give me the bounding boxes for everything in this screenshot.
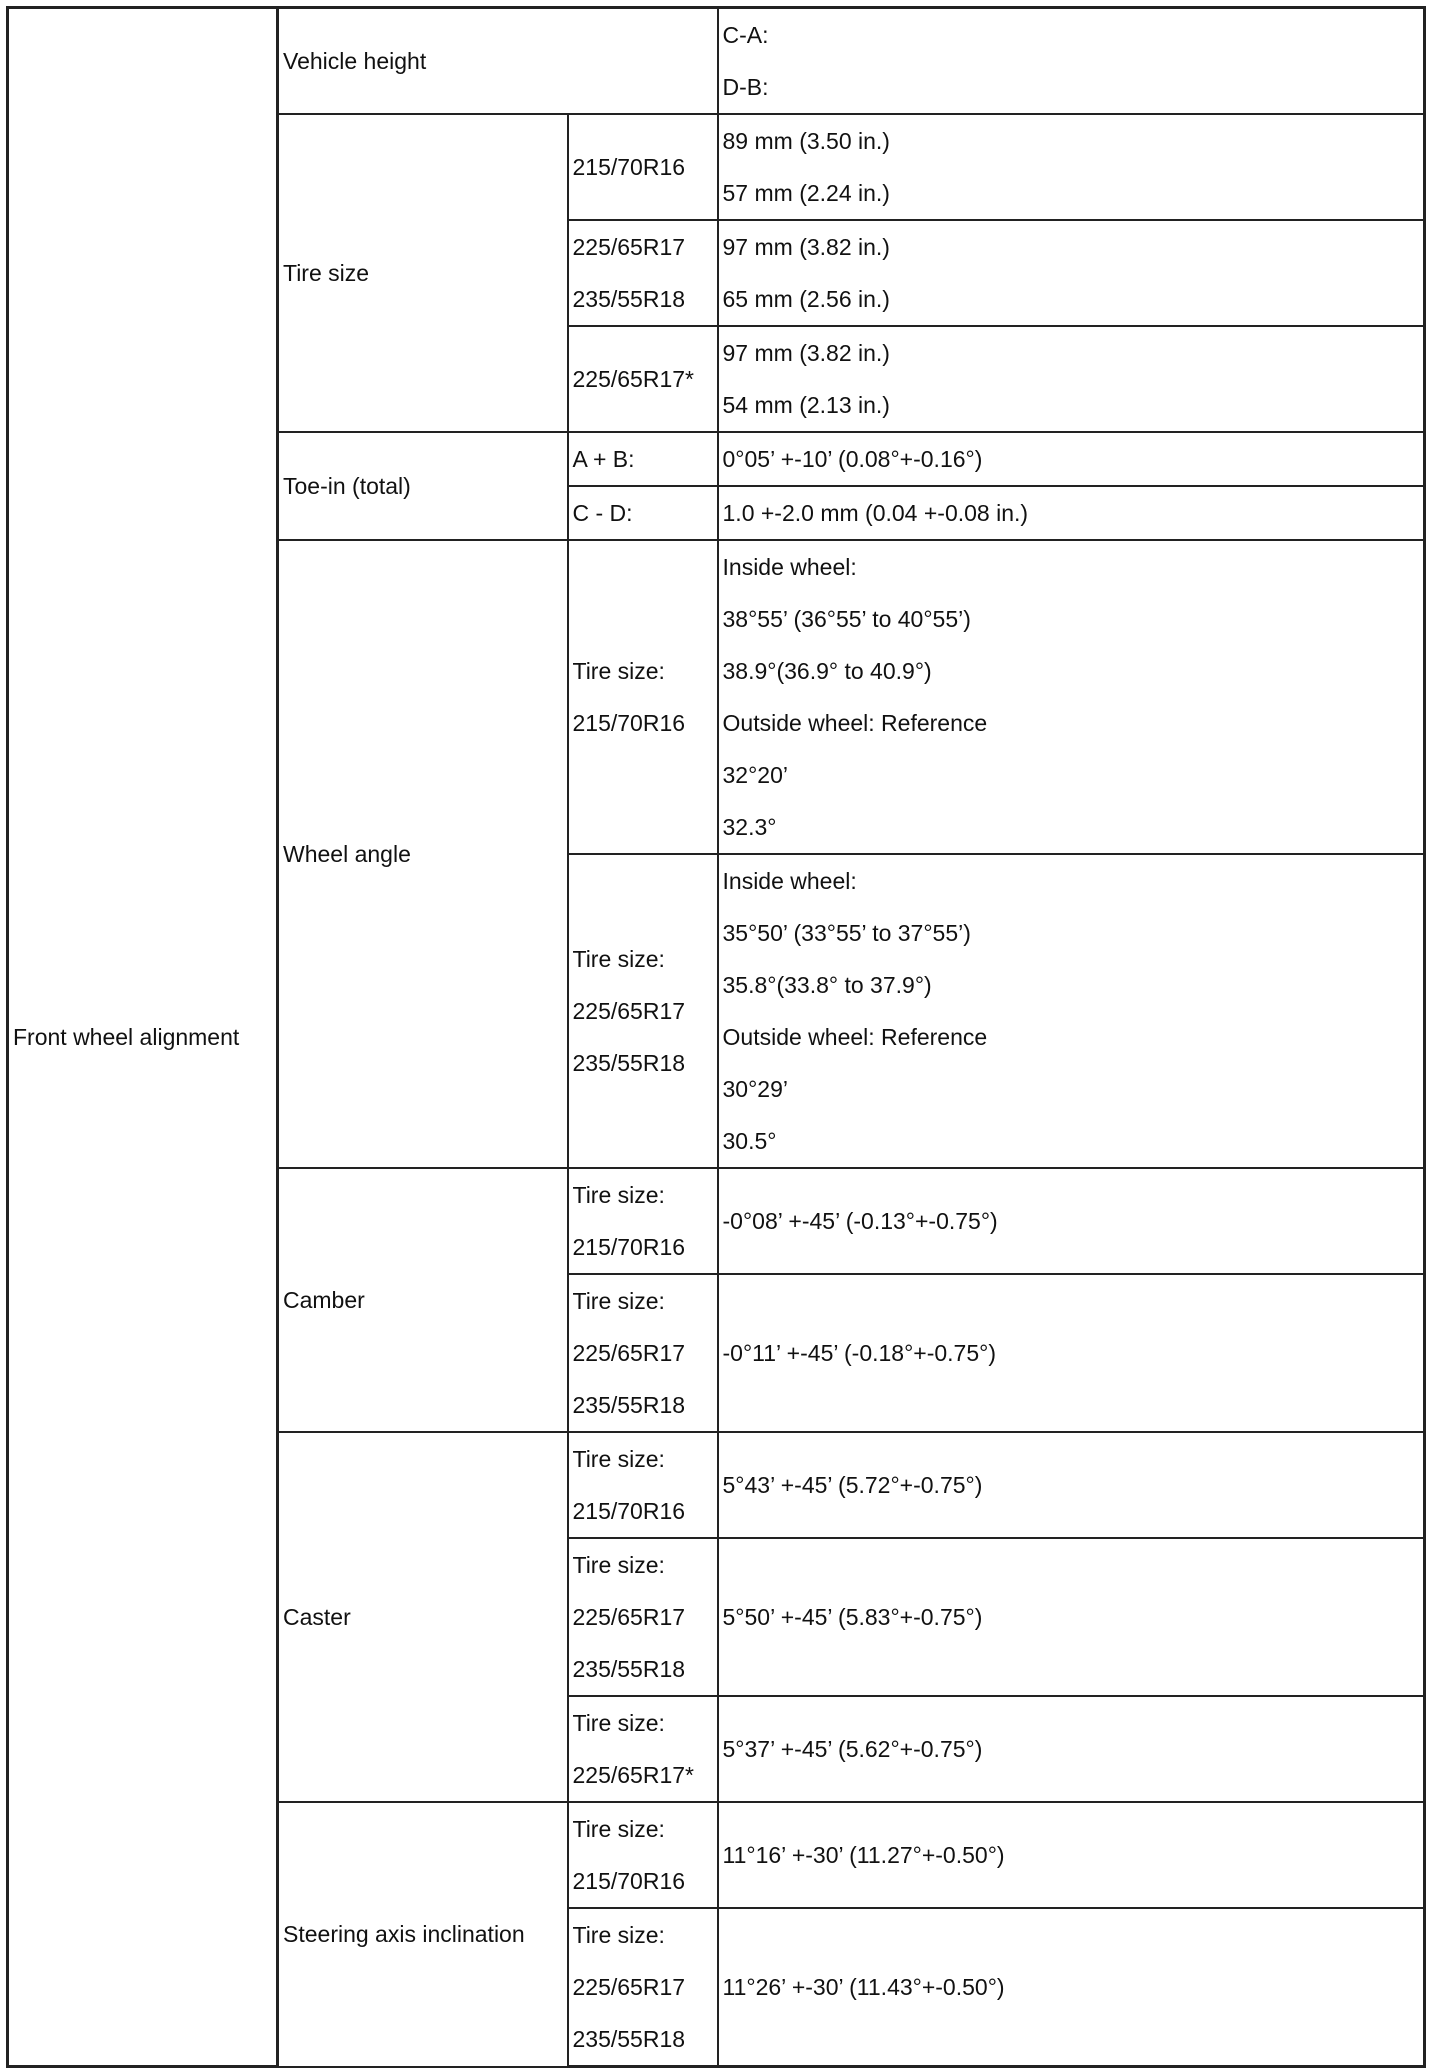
size-line: 215/70R16 [572, 710, 686, 736]
value-line: Inside wheel: [722, 868, 857, 894]
value-cell [718, 1274, 1425, 1432]
toe-in-label-cell [278, 432, 568, 540]
value-line: D-B: [722, 74, 769, 100]
tire-size-cell [568, 1274, 718, 1432]
tire-size-cell [568, 1802, 718, 1908]
size-line: Tire size: [572, 1816, 665, 1842]
vehicle-height-row [8, 8, 1425, 115]
tire-size-cell [568, 1168, 718, 1274]
size-line: Tire size: [572, 658, 665, 684]
main-heading: Front wheel alignment [13, 1024, 240, 1050]
value-line: 35.8°(33.8° to 37.9°) [722, 972, 932, 998]
value-cell [718, 1538, 1425, 1696]
tire-size-cell [568, 114, 718, 220]
vehicle-height-label: Vehicle height [283, 48, 427, 74]
value-cell [718, 1908, 1425, 2067]
size-line: 225/65R17 [572, 1604, 686, 1630]
size-line: 215/70R16 [572, 1498, 686, 1524]
tire-size-cell [568, 1908, 718, 2067]
value-cell [718, 432, 1425, 486]
value-line: Inside wheel: [722, 554, 857, 580]
size-line: 225/65R17 [572, 234, 686, 260]
value-line: 35°50’ (33°55’ to 37°55’) [722, 920, 971, 946]
value-line: 89 mm (3.50 in.) [722, 128, 890, 154]
vehicle-height-label-cell [278, 8, 718, 115]
value-cell [718, 1168, 1425, 1274]
value-line: -0°11’ +-45’ (-0.18°+-0.75°) [722, 1340, 996, 1366]
size-line: Tire size: [572, 1552, 665, 1578]
tire-size-cell [568, 540, 718, 854]
size-line: Tire size: [572, 1288, 665, 1314]
value-cell [718, 326, 1425, 432]
value-cell [718, 1696, 1425, 1802]
value-line: 97 mm (3.82 in.) [722, 234, 890, 260]
size-line: 235/55R18 [572, 2026, 686, 2052]
value-line: 32.3° [722, 814, 777, 840]
value-line: 5°37’ +-45’ (5.62°+-0.75°) [722, 1736, 983, 1762]
tire-size-cell [568, 1538, 718, 1696]
size-line: 225/65R17 [572, 1340, 686, 1366]
value-line: 38.9°(36.9° to 40.9°) [722, 658, 932, 684]
value-line: C-A: [722, 22, 769, 48]
size-line: 235/55R18 [572, 286, 686, 312]
value-line: 57 mm (2.24 in.) [722, 180, 890, 206]
size-line: Tire size: [572, 1710, 665, 1736]
size-line: 225/65R17 [572, 998, 686, 1024]
value-line: 5°43’ +-45’ (5.72°+-0.75°) [722, 1472, 983, 1498]
value-cell [718, 1802, 1425, 1908]
value-line: 1.0 +-2.0 mm (0.04 +-0.08 in.) [722, 500, 1029, 526]
size-line: 225/65R17* [572, 366, 694, 392]
size-line: 235/55R18 [572, 1392, 686, 1418]
toe-in-label: Toe-in (total) [283, 473, 411, 499]
wheel-angle-label: Wheel angle [283, 841, 411, 867]
toe-in-key-cell [568, 432, 718, 486]
value-cell [718, 486, 1425, 540]
wheel-angle-label-cell [278, 540, 568, 1168]
toe-in-key: C - D: [572, 500, 633, 526]
size-line: Tire size: [572, 946, 665, 972]
caster-label-cell [278, 1432, 568, 1802]
camber-label: Camber [283, 1287, 365, 1313]
steering-axis-label: Steering axis inclination [283, 1921, 525, 1948]
main-heading-cell [8, 8, 278, 2067]
tire-size-cell [568, 854, 718, 1168]
value-line: 11°16’ +-30’ (11.27°+-0.50°) [722, 1842, 1005, 1868]
caster-label: Caster [283, 1604, 351, 1630]
vehicle-height-values [718, 8, 1425, 115]
value-line: Outside wheel: Reference [722, 710, 988, 736]
alignment-spec-table [6, 6, 1426, 2068]
steering-axis-label-cell [278, 1802, 568, 2067]
tire-size-cell [568, 1696, 718, 1802]
size-line: Tire size: [572, 1446, 665, 1472]
value-line: 65 mm (2.56 in.) [722, 286, 890, 312]
tire-size-label: Tire size [283, 260, 370, 286]
size-line: 215/70R16 [572, 1868, 686, 1894]
value-line: 32°20’ [722, 762, 788, 788]
value-line: 38°55’ (36°55’ to 40°55’) [722, 606, 971, 632]
value-line: -0°08’ +-45’ (-0.13°+-0.75°) [722, 1208, 998, 1234]
value-line: 0°05’ +-10’ (0.08°+-0.16°) [722, 446, 983, 472]
value-cell [718, 540, 1425, 854]
tire-size-cell [568, 220, 718, 326]
size-line: 225/65R17* [572, 1762, 694, 1788]
value-cell [718, 854, 1425, 1168]
size-line: 215/70R16 [572, 154, 686, 180]
value-line: 97 mm (3.82 in.) [722, 340, 890, 366]
toe-in-key: A + B: [572, 446, 635, 472]
value-cell [718, 220, 1425, 326]
tire-size-cell [568, 326, 718, 432]
camber-label-cell [278, 1168, 568, 1432]
value-line: 30.5° [722, 1128, 777, 1154]
value-line: 5°50’ +-45’ (5.83°+-0.75°) [722, 1604, 983, 1630]
value-line: 30°29’ [722, 1076, 788, 1102]
toe-in-key-cell [568, 486, 718, 540]
value-line: 54 mm (2.13 in.) [722, 392, 890, 418]
size-line: Tire size: [572, 1922, 665, 1948]
size-line: 235/55R18 [572, 1656, 686, 1682]
size-line: 215/70R16 [572, 1234, 686, 1260]
value-line: 11°26’ +-30’ (11.43°+-0.50°) [722, 1974, 1005, 2000]
value-line: Outside wheel: Reference [722, 1024, 988, 1050]
value-cell [718, 114, 1425, 220]
tire-size-label-cell [278, 114, 568, 432]
size-line: 225/65R17 [572, 1974, 686, 2000]
value-cell [718, 1432, 1425, 1538]
size-line: Tire size: [572, 1182, 665, 1208]
tire-size-cell [568, 1432, 718, 1538]
size-line: 235/55R18 [572, 1050, 686, 1076]
